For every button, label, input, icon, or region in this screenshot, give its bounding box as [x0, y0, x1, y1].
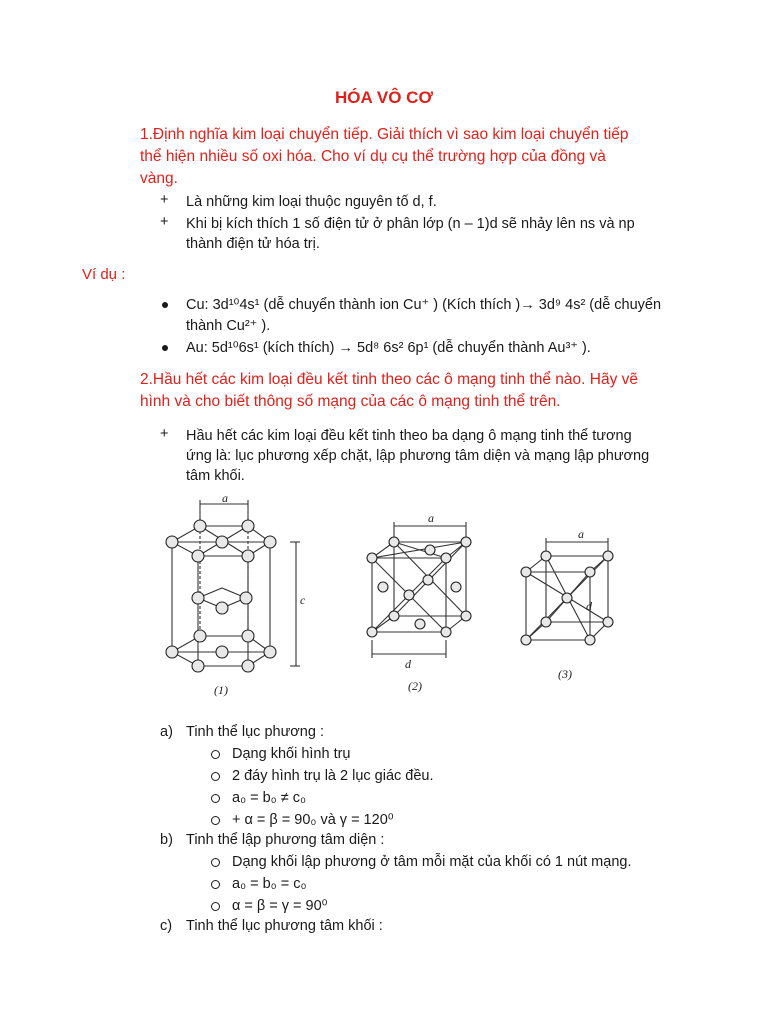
- section-item: a₀ = b₀ = c₀: [232, 876, 307, 892]
- question-2-line: 2.Hầu hết các kim loại đều kết tinh theo các ô mạng tinh thể nào. Hãy vẽ: [140, 371, 639, 388]
- fig1-caption: (1): [214, 683, 228, 697]
- page-title: HÓA VÔ CƠ: [335, 88, 433, 107]
- circle-bullet-icon: [211, 880, 220, 889]
- fig3-d-label: d: [586, 599, 592, 613]
- circle-bullet-icon: [211, 772, 220, 781]
- circle-bullet-icon: [211, 816, 220, 825]
- circle-bullet-icon: [211, 794, 220, 803]
- section-label: b): [160, 832, 173, 848]
- circle-bullet-icon: [211, 902, 220, 911]
- fig3-caption: (3): [558, 667, 572, 681]
- section-item: Dạng khối hình trụ: [232, 746, 351, 762]
- plus-bullet-icon: +: [160, 426, 169, 442]
- fig3-a-label: a: [578, 527, 584, 541]
- section-item: 2 đáy hình trụ là 2 lục giác đều.: [232, 768, 434, 784]
- point-text: Là những kim loại thuộc nguyên tố d, f.: [186, 194, 437, 210]
- section-title: Tinh thể lục phương :: [186, 724, 324, 740]
- example-label: Ví dụ :: [82, 266, 126, 283]
- question-1-heading: [140, 124, 680, 190]
- section-item: α = β = γ = 90⁰: [232, 898, 328, 914]
- section-item: + α = β = 90₀ và γ = 120⁰: [232, 812, 394, 828]
- section-label: c): [160, 918, 173, 934]
- au-example: Au: 5d¹⁰6s¹ (kích thích) → 5d⁸ 6s² 6p¹ (dễ chuyển thành Au³⁺ ).: [186, 340, 591, 356]
- fig2-caption: (2): [408, 679, 422, 693]
- circle-bullet-icon: [211, 750, 220, 759]
- question-2-line: hình và cho biết thông số mạng của các ô mạng tinh thể trên.: [140, 393, 561, 410]
- section-item: a₀ = b₀ ≠ c₀: [232, 790, 306, 806]
- point-text: Khi bị kích thích 1 số điện tử ở phân lớp (n – 1)d sẽ nhảy lên ns và np: [186, 216, 635, 232]
- fig1-a-label: a: [222, 492, 228, 505]
- fig2-d-label: d: [405, 657, 411, 671]
- section-title: Tinh thể lập phương tâm diện :: [186, 832, 385, 848]
- cu-example: Cu: 3d¹⁰4s¹ (dễ chuyển thành ion Cu⁺ ) (Kích thích )→ 3d⁹ 4s² (dễ chuyển: [186, 297, 662, 313]
- question-1-line: thể hiện nhiều số oxi hóa. Cho ví dụ cụ thể trường hợp của đồng và: [140, 148, 606, 165]
- bullet-icon: [162, 302, 168, 308]
- circle-bullet-icon: [211, 858, 220, 867]
- answer-text: tâm khối.: [186, 468, 245, 484]
- question-1-line: 1.Định nghĩa kim loại chuyển tiếp. Giải thích vì sao kim loại chuyển tiếp: [140, 126, 629, 143]
- section-item: Dạng khối lập phương ở tâm mỗi mặt của khối có 1 nút mạng.: [232, 854, 632, 870]
- fig2-a-label: a: [428, 511, 434, 525]
- answer-text: ứng là: lục phương xếp chặt, lập phương tâm diện và mạng lập phương: [186, 448, 650, 464]
- section-label: a): [160, 724, 173, 740]
- crystal-lattice-figure: [150, 492, 620, 714]
- point-text: thành điện tử hóa trị.: [186, 236, 320, 252]
- question-1-line: vàng.: [140, 170, 178, 187]
- fig1-c-label: c: [300, 593, 306, 607]
- cu-example-cont: thành Cu²⁺ ).: [186, 318, 271, 334]
- plus-bullet-icon: +: [160, 192, 169, 208]
- bullet-icon: [162, 345, 168, 351]
- section-title: Tinh thể lục phương tâm khối :: [186, 918, 383, 934]
- plus-bullet-icon: +: [160, 214, 169, 230]
- question-2-heading: [140, 369, 680, 413]
- answer-text: Hầu hết các kim loại đều kết tinh theo ba dạng ô mạng tinh thể tương: [186, 428, 632, 444]
